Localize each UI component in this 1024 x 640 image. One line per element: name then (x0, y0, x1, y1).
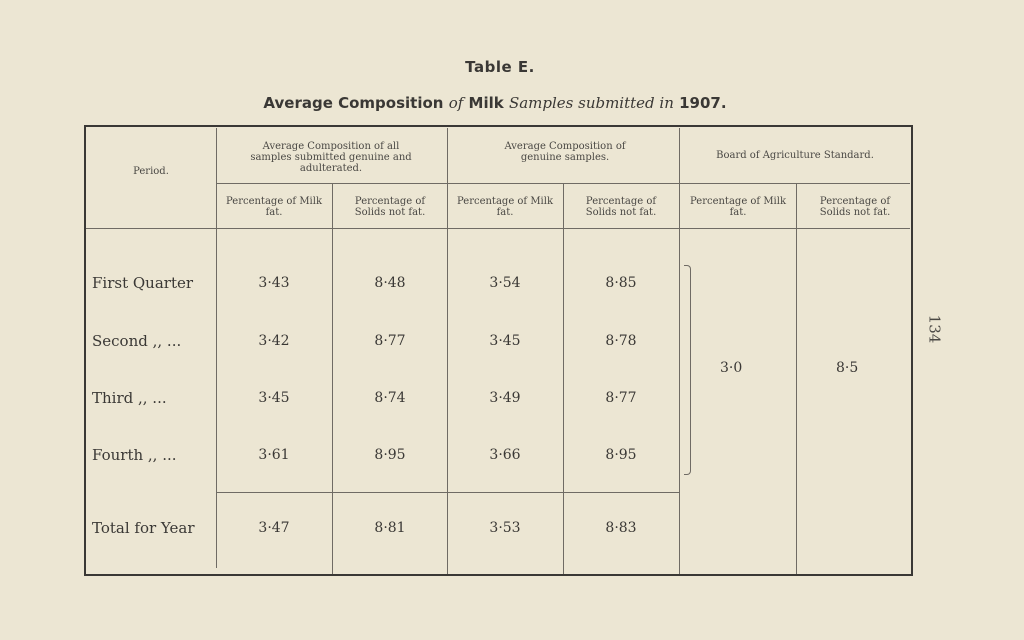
cell-value: 8·95 (605, 447, 637, 463)
table-subtitle (0, 94, 990, 112)
sub-header-solids: Percentage of Solids not fat. (585, 196, 657, 218)
subtitle-part: 1907. (679, 94, 727, 112)
brace-bracket (684, 265, 691, 475)
column-rule (447, 128, 448, 574)
sub-header-milk-fat: Percentage of Milk fat. (690, 196, 787, 218)
cell-value: 3·45 (258, 390, 290, 406)
cell-value: 3·61 (258, 447, 290, 463)
standard-milk-fat: 3·0 (720, 360, 743, 376)
sub-header-milk-fat: Percentage of Milk fat. (457, 196, 554, 218)
row-label-second-quarter: Second ,, ... (92, 332, 182, 350)
table-title: Table E. (465, 58, 535, 76)
subtitle-part: Samples submitted in (508, 94, 674, 112)
column-rule (332, 184, 333, 574)
cell-value: 8·81 (374, 520, 406, 536)
cell-value: 3·47 (258, 520, 290, 536)
row-rule (216, 183, 910, 184)
cell-value: 8·77 (605, 390, 637, 406)
period-header: Period. (133, 166, 169, 177)
subtitle-part: Milk (468, 94, 504, 112)
cell-value: 3·42 (258, 333, 290, 349)
column-rule (563, 184, 564, 574)
group-header-board: Board of Agriculture Standard. (716, 150, 874, 161)
row-label-total: Total for Year (92, 519, 195, 537)
row-rule (216, 492, 679, 493)
subtitle-part: of (448, 94, 464, 112)
table-frame (84, 125, 913, 576)
cell-value: 3·66 (489, 447, 521, 463)
group-header-genuine: Average Composition of genuine samples. (504, 141, 626, 163)
cell-value: 8·85 (605, 275, 637, 291)
cell-value: 3·43 (258, 275, 290, 291)
row-label-first-quarter: First Quarter (92, 274, 194, 292)
row-label-fourth-quarter: Fourth ,, ... (92, 446, 177, 464)
page-number: 134 (925, 314, 944, 344)
cell-value: 3·54 (489, 275, 521, 291)
cell-value: 3·53 (489, 520, 521, 536)
cell-value: 3·49 (489, 390, 521, 406)
cell-value: 8·83 (605, 520, 637, 536)
standard-solids-not-fat: 8·5 (836, 360, 859, 376)
sub-header-solids: Percentage of Solids not fat. (354, 196, 426, 218)
column-rule (796, 184, 797, 574)
group-header-all: Average Composition of all samples submitted genuine and adulterated. (250, 141, 412, 174)
cell-value: 8·78 (605, 333, 637, 349)
sub-header-milk-fat: Percentage of Milk fat. (226, 196, 323, 218)
column-rule (679, 128, 680, 574)
cell-value: 8·48 (374, 275, 406, 291)
cell-value: 8·95 (374, 447, 406, 463)
cell-value: 8·77 (374, 333, 406, 349)
cell-value: 3·45 (489, 333, 521, 349)
row-label-third-quarter: Third ,, ... (92, 389, 167, 407)
sub-header-solids: Percentage of Solids not fat. (819, 196, 891, 218)
row-rule (86, 228, 910, 229)
cell-value: 8·74 (374, 390, 406, 406)
subtitle-part: Average Composition (263, 94, 444, 112)
